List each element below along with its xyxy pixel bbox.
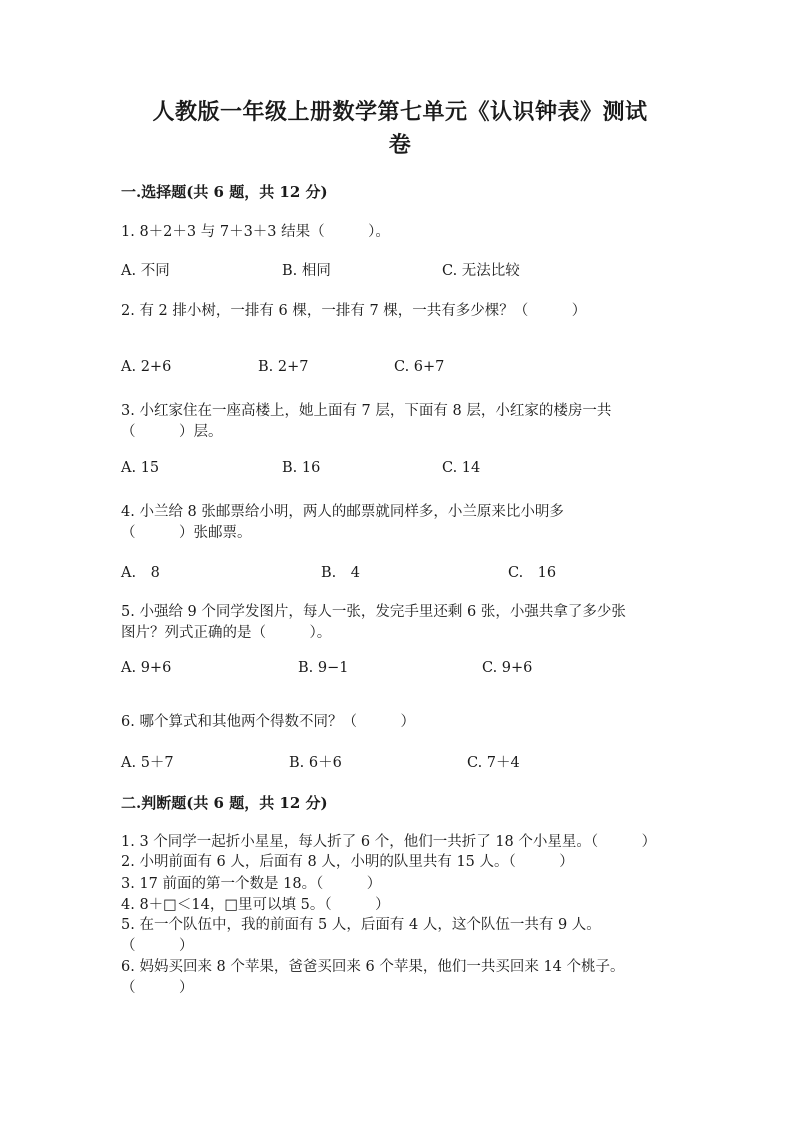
judgement-5-line-2: （ ） xyxy=(121,938,194,954)
question-3-text-line-1: 3. 小红家住在一座高楼上，她上面有 7 层，下面有 8 层，小红家的楼房一共 xyxy=(121,403,612,419)
judgement-6-line-2: （ ） xyxy=(121,980,194,996)
question-4-option-a[interactable]: A. 8 xyxy=(121,565,160,581)
section-heading-choice: 一.选择题(共 6 题，共 12 分) xyxy=(121,183,328,201)
judgement-6-line-1: 6. 妈妈买回来 8 个苹果，爸爸买回来 6 个苹果，他们一共买回来 14 个桃子。 xyxy=(121,959,625,975)
question-2-option-c[interactable]: C. 6+7 xyxy=(394,359,445,375)
question-4-text-line-2: （ ）张邮票。 xyxy=(121,525,252,541)
question-4-text-line-1: 4. 小兰给 8 张邮票给小明，两人的邮票就同样多，小兰原来比小明多 xyxy=(121,504,564,520)
question-3-option-a[interactable]: A. 15 xyxy=(121,460,160,476)
question-2-text: 2. 有 2 排小树，一排有 6 棵，一排有 7 棵，一共有多少棵？（ ） xyxy=(121,303,587,319)
question-5-text-line-2: 图片？列式正确的是（ ）。 xyxy=(121,625,332,641)
question-6-option-c[interactable]: C. 7＋4 xyxy=(467,755,520,771)
judgement-5-line-1: 5. 在一个队伍中，我的前面有 5 人，后面有 4 人，这个队伍一共有 9 人。 xyxy=(121,917,601,933)
question-2-option-b[interactable]: B. 2+7 xyxy=(258,359,309,375)
question-3-option-b[interactable]: B. 16 xyxy=(282,460,321,476)
question-5-text-line-1: 5. 小强给 9 个同学发图片，每人一张，发完手里还剩 6 张，小强共拿了多少张 xyxy=(121,604,626,620)
question-5-option-a[interactable]: A. 9+6 xyxy=(121,660,172,676)
judgement-2: 2. 小明前面有 6 人，后面有 8 人，小明的队里共有 15 人。（ ） xyxy=(121,854,574,870)
question-1-option-c[interactable]: C. 无法比较 xyxy=(442,263,520,279)
question-4-option-b[interactable]: B. 4 xyxy=(321,565,360,581)
question-3-option-c[interactable]: C. 14 xyxy=(442,460,481,476)
question-2-option-a[interactable]: A. 2+6 xyxy=(121,359,172,375)
question-5-option-c[interactable]: C. 9+6 xyxy=(482,660,533,676)
page-title xyxy=(100,96,700,162)
section-heading-judgement: 二.判断题(共 6 题，共 12 分) xyxy=(121,794,328,812)
title-line-2: 卷 xyxy=(388,132,412,158)
question-1-text: 1. 8＋2＋3 与 7＋3＋3 结果（ ）。 xyxy=(121,224,390,240)
question-4-option-c[interactable]: C. 16 xyxy=(508,565,557,581)
question-5-option-b[interactable]: B. 9−1 xyxy=(298,660,349,676)
question-1-option-a[interactable]: A. 不同 xyxy=(121,263,170,279)
judgement-1: 1. 3 个同学一起折小星星，每人折了 6 个，他们一共折了 18 个小星星。（ ） xyxy=(121,834,657,850)
title-line-1: 人教版一年级上册数学第七单元《认识钟表》测试 xyxy=(152,99,648,125)
question-6-option-b[interactable]: B. 6＋6 xyxy=(289,755,342,771)
judgement-4: 4. 8＋□＜14，□里可以填 5。（ ） xyxy=(121,897,390,913)
question-1-option-b[interactable]: B. 相同 xyxy=(282,263,331,279)
judgement-3: 3. 17 前面的第一个数是 18。（ ） xyxy=(121,876,382,892)
question-3-text-line-2: （ ）层。 xyxy=(121,424,223,440)
question-6-text: 6. 哪个算式和其他两个得数不同？（ ） xyxy=(121,714,415,730)
question-6-option-a[interactable]: A. 5＋7 xyxy=(121,755,174,771)
